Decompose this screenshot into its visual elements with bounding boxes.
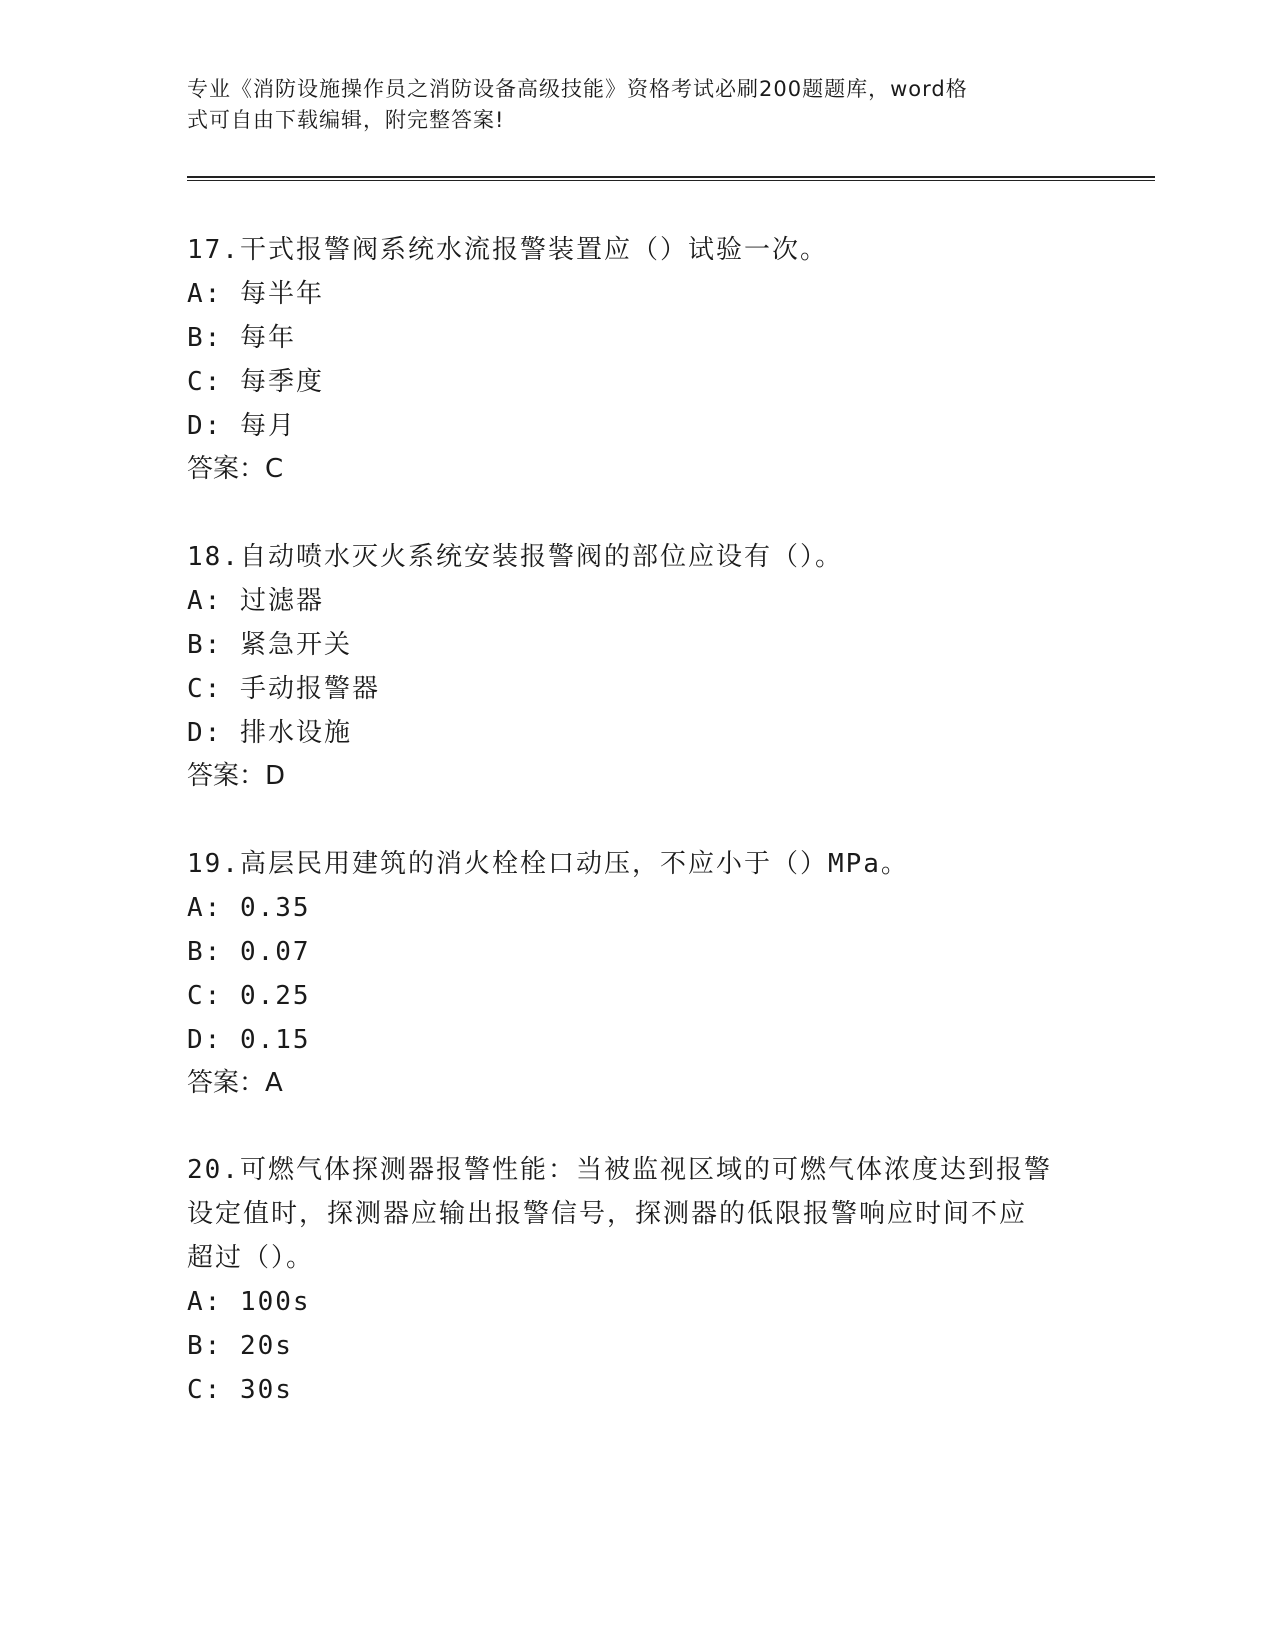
- question-20-stem-line-2: 设定值时，探测器应输出报警信号，探测器的低限报警响应时间不应: [187, 1199, 1028, 1229]
- question-19-option-d: D: 0.15: [187, 1025, 311, 1055]
- question-20-stem-line-1: 20.可燃气体探测器报警性能：当被监视区域的可燃气体浓度达到报警: [187, 1155, 1052, 1185]
- question-18-option-a: A: 过滤器: [187, 586, 324, 616]
- header-line-1: 专业《消防设施操作员之消防设备高级技能》资格考试必刷200题题库，word格: [187, 77, 968, 101]
- question-19-answer: 答案：A: [187, 1068, 283, 1098]
- header-line-2: 式可自由下载编辑，附完整答案!: [187, 108, 505, 132]
- question-18-option-d: D: 排水设施: [187, 718, 352, 748]
- question-17-option-d: D: 每月: [187, 411, 296, 441]
- question-17-stem: 17.干式报警阀系统水流报警装置应（）试验一次。: [187, 235, 828, 265]
- question-19-option-b: B: 0.07: [187, 937, 311, 967]
- question-19-stem: 19.高层民用建筑的消火栓栓口动压，不应小于（）MPa。: [187, 849, 909, 879]
- question-18-option-c: C: 手动报警器: [187, 674, 380, 704]
- question-20-option-b: B: 20s: [187, 1331, 293, 1361]
- header-divider: [187, 176, 1155, 181]
- question-19-option-a: A: 0.35: [187, 893, 311, 923]
- question-19-option-c: C: 0.25: [187, 981, 311, 1011]
- question-18-answer: 答案：D: [187, 761, 286, 791]
- question-17-answer: 答案：C: [187, 454, 284, 484]
- question-20-option-a: A: 100s: [187, 1287, 311, 1317]
- question-18-option-b: B: 紧急开关: [187, 630, 352, 660]
- question-17-option-a: A: 每半年: [187, 279, 324, 309]
- document-header: [187, 74, 1087, 136]
- question-17-option-b: B: 每年: [187, 323, 296, 353]
- question-20-option-c: C: 30s: [187, 1375, 293, 1405]
- question-17-option-c: C: 每季度: [187, 367, 324, 397]
- question-20-stem-line-3: 超过（）。: [187, 1243, 315, 1273]
- question-18-stem: 18.自动喷水灭火系统安装报警阀的部位应设有（）。: [187, 542, 843, 572]
